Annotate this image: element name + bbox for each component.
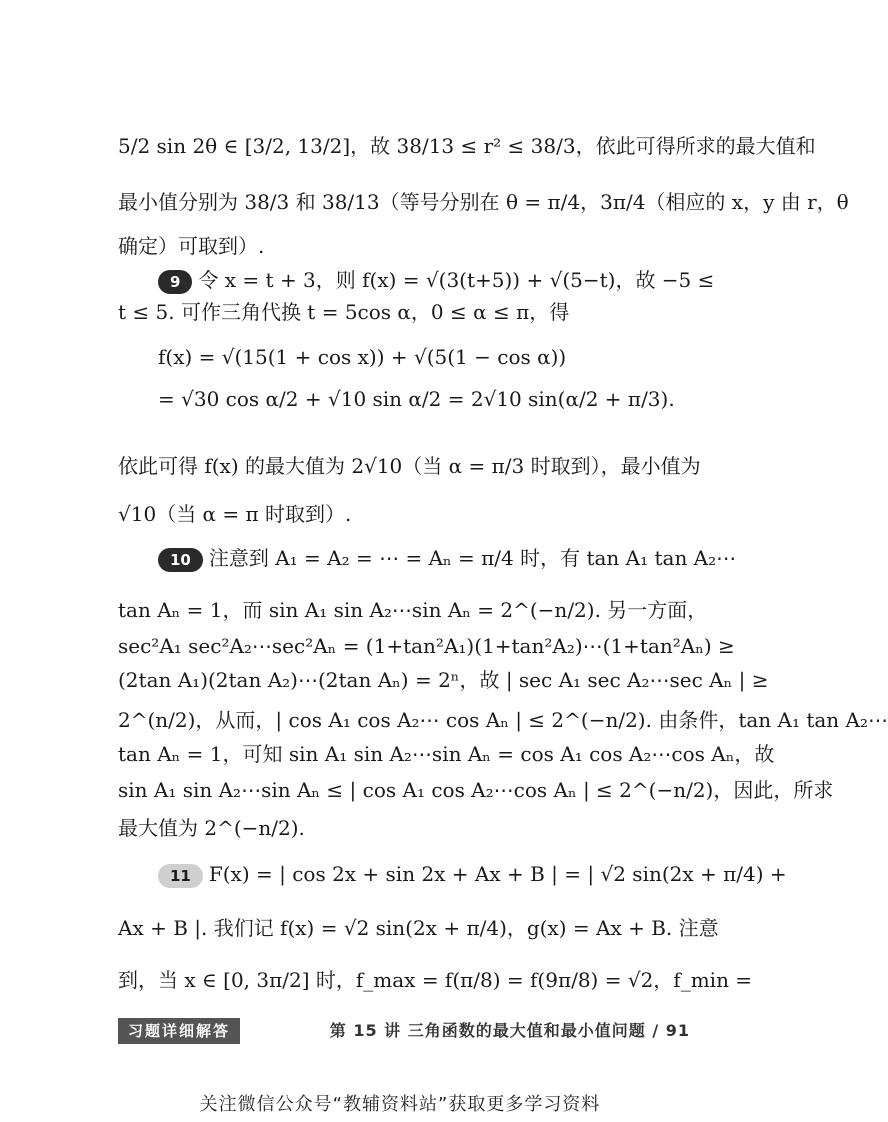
solution-text-line: 最大值为 2^(−n/2). (118, 816, 305, 840)
solution-text-line: 2^(n/2)，从而，| cos A₁ cos A₂⋯ cos Aₙ | ≤ 2^(−n/2). 由条件，tan A₁ tan A₂⋯ (118, 708, 888, 732)
solution-text-line: √10（当 α = π 时取到）. (118, 502, 352, 526)
solution-text-line: 5/2 sin 2θ ∈ [3/2, 13/2]，故 38/13 ≤ r² ≤ 38/3，依此可得所求的最大值和 (118, 134, 816, 158)
problem-11-text: F(x) = | cos 2x + sin 2x + Ax + B | = | √2 sin(2x + π/4) + (208, 862, 787, 886)
solution-text-line: 最小值分别为 38/3 和 38/13（等号分别在 θ = π/4，3π/4（相应的 x，y 由 r，θ (118, 190, 849, 214)
page-footer (118, 1018, 690, 1044)
solution-text-line: sin A₁ sin A₂⋯sin Aₙ ≤ | cos A₁ cos A₂⋯cos Aₙ | ≤ 2^(−n/2)，因此，所求 (118, 778, 834, 802)
solution-text-line: t ≤ 5. 可作三角代换 t = 5cos α，0 ≤ α ≤ π，得 (118, 300, 570, 324)
solution-text-line: 依此可得 f(x) 的最大值为 2√10（当 α = π/3 时取到），最小值为 (118, 454, 701, 478)
solution-text-line: Ax + B |. 我们记 f(x) = √2 sin(2x + π/4)，g(x) = Ax + B. 注意 (118, 916, 719, 940)
problem-number-badge: 11 (158, 864, 203, 888)
solution-text-line: 确定）可取到）. (118, 234, 265, 258)
chapter-title: 第 15 讲 三角函数的最大值和最小值问题 / 91 (329, 1021, 690, 1040)
solution-text-line: 到，当 x ∈ [0, 3π/2] 时，f_max = f(π/8) = f(9π/8) = √2，f_min = (118, 968, 753, 992)
section-tag: 习题详细解答 (118, 1018, 240, 1044)
problem-9-line (158, 266, 715, 294)
problem-11-line (158, 860, 787, 888)
formula-line: = √30 cos α/2 + √10 sin α/2 = 2√10 sin(α/2 + π/3). (158, 387, 675, 411)
problem-10-line (158, 544, 737, 572)
problem-10-text: 注意到 A₁ = A₂ = ⋯ = Aₙ = π/4 时，有 tan A₁ tan A₂⋯ (208, 546, 737, 570)
problem-9-text: 令 x = t + 3，则 f(x) = √(3(t+5)) + √(5−t)，故 −5 ≤ (198, 268, 715, 292)
solution-text-line: (2tan A₁)(2tan A₂)⋯(2tan Aₙ) = 2ⁿ，故 | sec A₁ sec A₂⋯sec Aₙ | ≥ (118, 668, 769, 692)
problem-number-badge: 10 (158, 548, 203, 572)
watermark-text: 关注微信公众号“教辅资料站”获取更多学习资料 (199, 1094, 601, 1115)
solution-text-line: sec²A₁ sec²A₂⋯sec²Aₙ = (1+tan²A₁)(1+tan²A₂)⋯(1+tan²Aₙ) ≥ (118, 634, 735, 658)
formula-line: f(x) = √(15(1 + cos x)) + √(5(1 − cos α)) (158, 345, 567, 369)
solution-text-line: tan Aₙ = 1，而 sin A₁ sin A₂⋯sin Aₙ = 2^(−n/2). 另一方面， (118, 598, 708, 622)
problem-number-badge: 9 (158, 270, 192, 294)
solution-text-line: tan Aₙ = 1，可知 sin A₁ sin A₂⋯sin Aₙ = cos A₁ cos A₂⋯cos Aₙ，故 (118, 742, 775, 766)
